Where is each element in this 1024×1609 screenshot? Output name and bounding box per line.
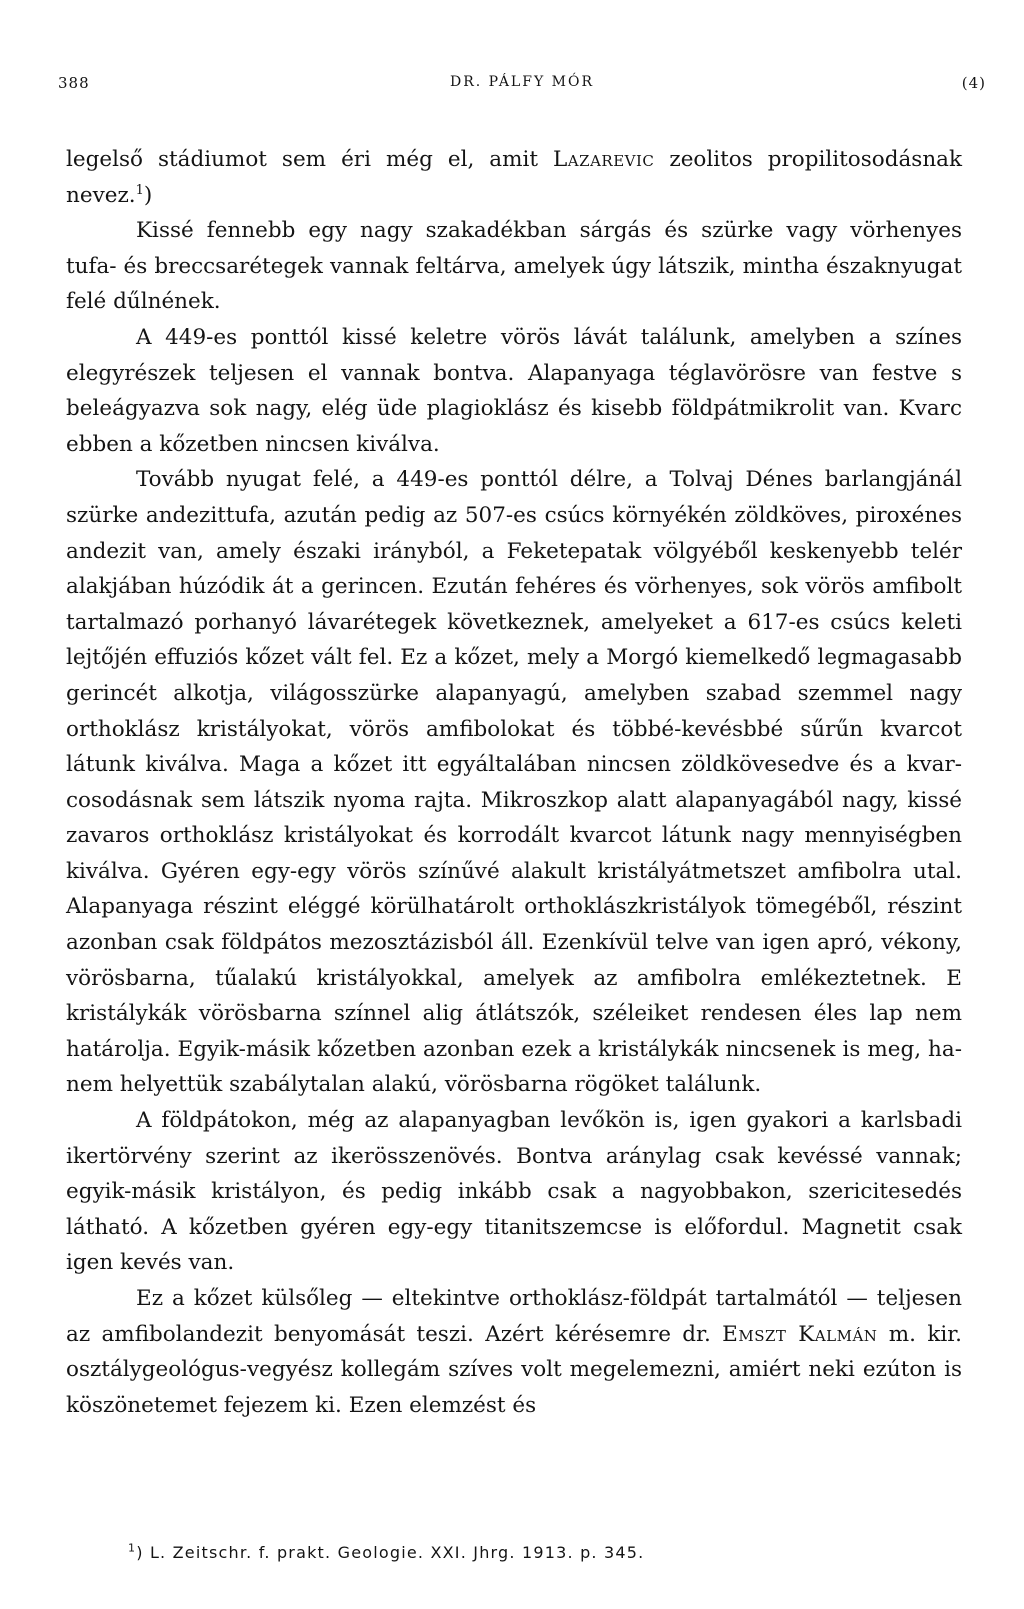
paragraph-1: legelső stádiumot sem éri még el, amit Lazarevic zeolitos propilitosodásnak nevez.$^1$) [66, 147, 963, 208]
footnote-marker: 1 [128, 1541, 137, 1555]
body-text [66, 142, 962, 1423]
paragraph-6: Ez a kőzet külsőleg — eltekintve orthoklász-földpát tartalmától — teljesen az amfibolandezit benyomását teszi. Azért kérésemre dr. Emszt Kalmán m. kir. osztálygeológus-vegyész kollegám szíves volt megelemezni, amiért neki ezúton is köszönetemet fejezem ki. Ezen elemzést és [66, 1286, 963, 1418]
section-number: (4) [961, 74, 986, 92]
footnote-reference[interactable]: 1 [135, 182, 144, 198]
paragraph-2: Kissé fennebb egy nagy szakadékban sárgás és szürke vagy vörhenyes tufa- és breccsarétegek vannak feltárva, amelyek úgy látszik, mintha északnyugat felé dűlnének. [66, 218, 962, 315]
footnote-text: L. Zeitschr. f. prakt. Geologie. XXI. Jhrg. 1913. p. 345. [143, 1543, 645, 1562]
author-name-lazarevic: Lazarevic [553, 147, 655, 172]
footnote: $^1$) L. Zeitschr. f. prakt. Geologie. XXI. Jhrg. 1913. p. 345. [128, 1541, 645, 1562]
running-title: DR. PÁLFY MÓR [450, 74, 594, 90]
page-number: 388 [58, 74, 90, 92]
running-header [58, 74, 986, 98]
paragraph-4: Tovább nyugat felé, a 449-es ponttól délre, a Tolvaj Dénes barlangjánál szürke andezittufa, azután pedig az 507-es csúcs környékén zöldköves, piroxénes andezit van, amely északi irányból, a Feketepatak völgyéből keskenyebb telér alakjában húzódik át a gerincen. Ezután fehéres és vörhenyes, sok vörös amfibolt tartalmazó porhanyó lávarétegek következnek, amelyeket a 617-es csúcs keleti lejtőjén effuziós kőzet vált fel. Ez a kőzet, mely a Morgó kiemelkedő legmagasabb gerincét alkotja, világosszürke alapanyagú, amelyben szabad szemmel nagy orthoklász kristályokat, vörös amfibolokat és többé-kevésbbé sűrűn kvarcot látunk kiválva. Maga a kőzet itt egyáltalában nincsen zöldkövesedve és a kvarcosodásnak sem látszik nyoma rajta. Mikroszkop alatt alapanyagából nagy, kissé zavaros orthoklász kristályokat és korrodált kvarcot látunk nagy mennyiségben kiválva. Gyéren egy-egy vörös színűvé alakult kristályátmetszet amfibolra utal. Alapanyaga részint eléggé körülhatárolt orthoklászkristályok tömegéből, részint azonban csak földpátos mezosztázisból áll. Ezenkívül telve van igen apró, vékony, vörösbarna, tűalakú kristályokkal, amelyek az amfibolra emlékeztetnek. E kristálykák vörösbarna színnel alig átlátszók, széleiket rendesen éles lap nem határolja. Egyik-másik kőzetben azonban ezek a kristálykák nincsenek is meg, hanem helyettük szabálytalan alakú, vörösbarna rögöket találunk. [66, 467, 962, 1098]
author-name-emszt: Emszt Kalmán [722, 1321, 878, 1347]
paragraph-3: A 449-es ponttól kissé keletre vörös lávát találunk, amelyben a színes elegyrészek teljesen el vannak bontva. Alapanyaga téglavörösre van festve s beleágyazva sok nagy, elég üde plagioklász és kisebb földpátmikrolit van. Kvarc ebben a kőzetben nincsen kiválva. [66, 324, 962, 457]
paragraph-5: A földpátokon, még az alapanyagban levőkön is, igen gyakori a karlsbadi ikertörvény szerint az ikerösszenövés. Bontva aránylag csak kevéssé vannak; egyik-másik kristályon, és pedig inkább csak a nagyobbakon, szericitesedés látható. A kőzetben gyéren egy-egy titanitszemcse is előfordul. Magnetit csak igen kevés van. [66, 1108, 962, 1276]
